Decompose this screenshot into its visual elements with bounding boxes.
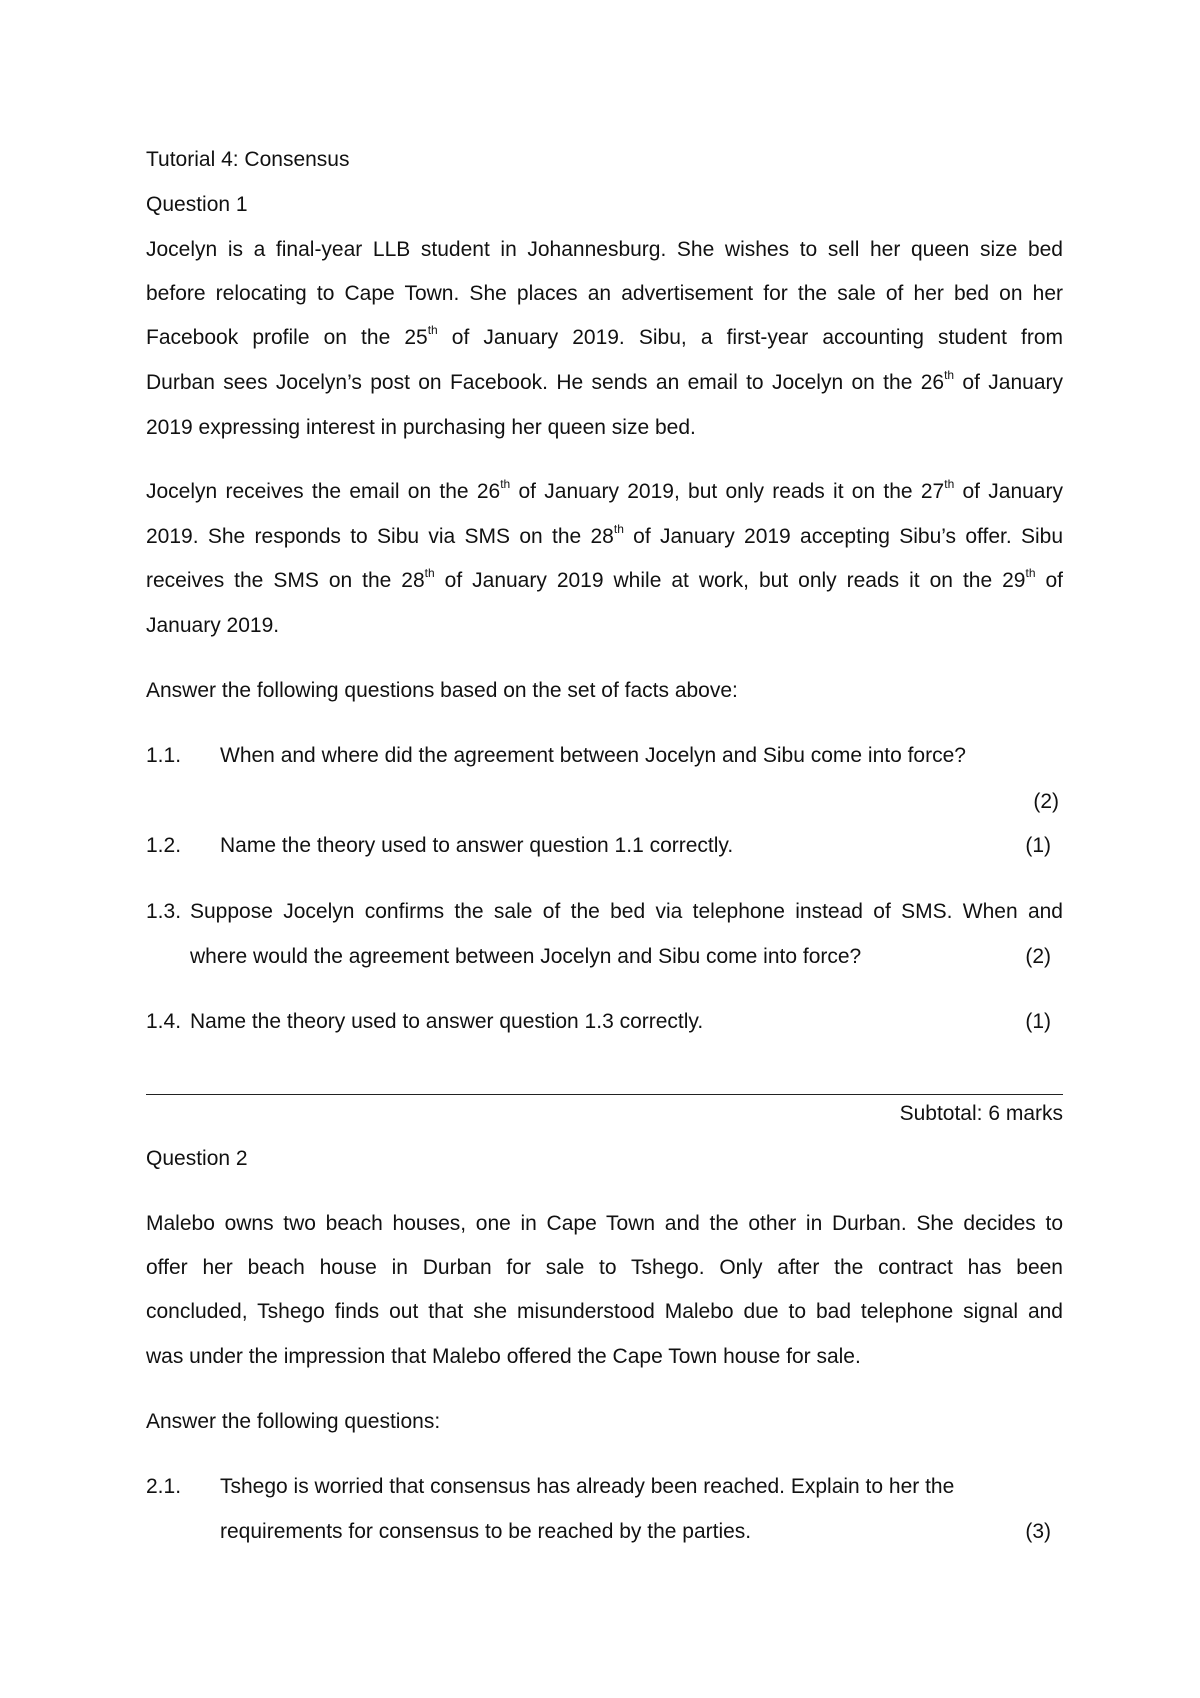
text-fragment: of January 2019 accepting Sibu’s offer. Sibu — [623, 525, 1064, 548]
q2-item-1-text-line-2: requirements for consensus to be reached by the parties. — [220, 1520, 752, 1543]
superscript: th — [500, 477, 511, 491]
superscript: th — [1025, 566, 1036, 580]
superscript: th — [424, 566, 435, 580]
q1-p1-line-4 — [146, 369, 1063, 397]
text-fragment: of January — [954, 480, 1063, 503]
q2-p1-line-1: Malebo owns two beach houses, one in Cape Town and the other in Durban. She decides to — [146, 1212, 1063, 1235]
superscript: th — [944, 477, 955, 491]
text-fragment: Facebook profile on the 25 — [146, 326, 428, 349]
q1-p2-line-3 — [146, 567, 1063, 595]
superscript: th — [613, 522, 624, 536]
text-fragment: of January 2019 while at work, but only reads it on the 29 — [434, 569, 1026, 592]
q2-p1-line-4: was under the impression that Malebo offered the Cape Town house for sale. — [146, 1345, 861, 1368]
q1-item-1-marks: (2) — [1033, 790, 1059, 813]
question-1-heading: Question 1 — [146, 193, 248, 216]
q1-p1-line-2: before relocating to Cape Town. She places an advertisement for the sale of her bed on her — [146, 282, 1063, 305]
q1-item-3-number: 1.3. — [146, 900, 182, 923]
q2-p1-line-2: offer her beach house in Durban for sale to Tshego. Only after the contract has been — [146, 1256, 1063, 1279]
q2-item-1-number: 2.1. — [146, 1475, 182, 1498]
q1-p1-line-1: Jocelyn is a final-year LLB student in Johannesburg. She wishes to sell her queen size bed — [146, 238, 1063, 261]
q1-instruction: Answer the following questions based on the set of facts above: — [146, 679, 738, 702]
q1-p2-line-1 — [146, 478, 1063, 506]
section-divider — [146, 1094, 1063, 1095]
q1-item-1-text: When and where did the agreement between Jocelyn and Sibu come into force? — [220, 744, 966, 767]
q2-item-1-marks: (3) — [1025, 1520, 1051, 1543]
q1-item-3-text: Suppose Jocelyn confirms the sale of the bed via telephone instead of SMS. When and — [190, 900, 1063, 923]
q2-item-1-text: Tshego is worried that consensus has already been reached. Explain to her the — [220, 1475, 955, 1498]
q1-item-2-number: 1.2. — [146, 834, 182, 857]
q2-instruction: Answer the following questions: — [146, 1410, 441, 1433]
question-2-heading: Question 2 — [146, 1147, 248, 1170]
text-fragment: receives the SMS on the 28 — [146, 569, 425, 592]
superscript: th — [944, 368, 955, 382]
q1-p1-line-3 — [146, 324, 1063, 352]
text-fragment: of January 2019. Sibu, a first-year accounting student from — [437, 326, 1063, 349]
superscript: th — [427, 323, 438, 337]
q1-item-4-number: 1.4. — [146, 1010, 182, 1033]
q1-item-1-number: 1.1. — [146, 744, 182, 767]
q1-item-4-marks: (1) — [1025, 1010, 1051, 1033]
q1-item-2-marks: (1) — [1025, 834, 1051, 857]
text-fragment: Durban sees Jocelyn’s post on Facebook. He sends an email to Jocelyn on the 26 — [146, 371, 945, 394]
q1-p1-line-5: 2019 expressing interest in purchasing her queen size bed. — [146, 416, 696, 439]
q1-p2-line-2 — [146, 523, 1063, 551]
q1-subtotal: Subtotal: 6 marks — [899, 1102, 1063, 1125]
tutorial-title: Tutorial 4: Consensus — [146, 148, 350, 171]
text-fragment: of January 2019, but only reads it on the 27 — [510, 480, 945, 503]
q1-item-3-marks: (2) — [1025, 945, 1051, 968]
text-fragment: of — [1035, 569, 1063, 592]
q2-p1-line-3: concluded, Tshego finds out that she misunderstood Malebo due to bad telephone signal and — [146, 1300, 1063, 1323]
q1-item-4-text: Name the theory used to answer question 1.3 correctly. — [190, 1010, 704, 1033]
q1-item-2-text: Name the theory used to answer question 1.1 correctly. — [220, 834, 734, 857]
q1-item-3-text-line-2: where would the agreement between Jocelyn and Sibu come into force? — [190, 945, 862, 968]
text-fragment: of January — [954, 371, 1063, 394]
text-fragment: 2019. She responds to Sibu via SMS on the 28 — [146, 525, 614, 548]
q1-p2-line-4: January 2019. — [146, 614, 280, 637]
text-fragment: Jocelyn receives the email on the 26 — [146, 480, 501, 503]
